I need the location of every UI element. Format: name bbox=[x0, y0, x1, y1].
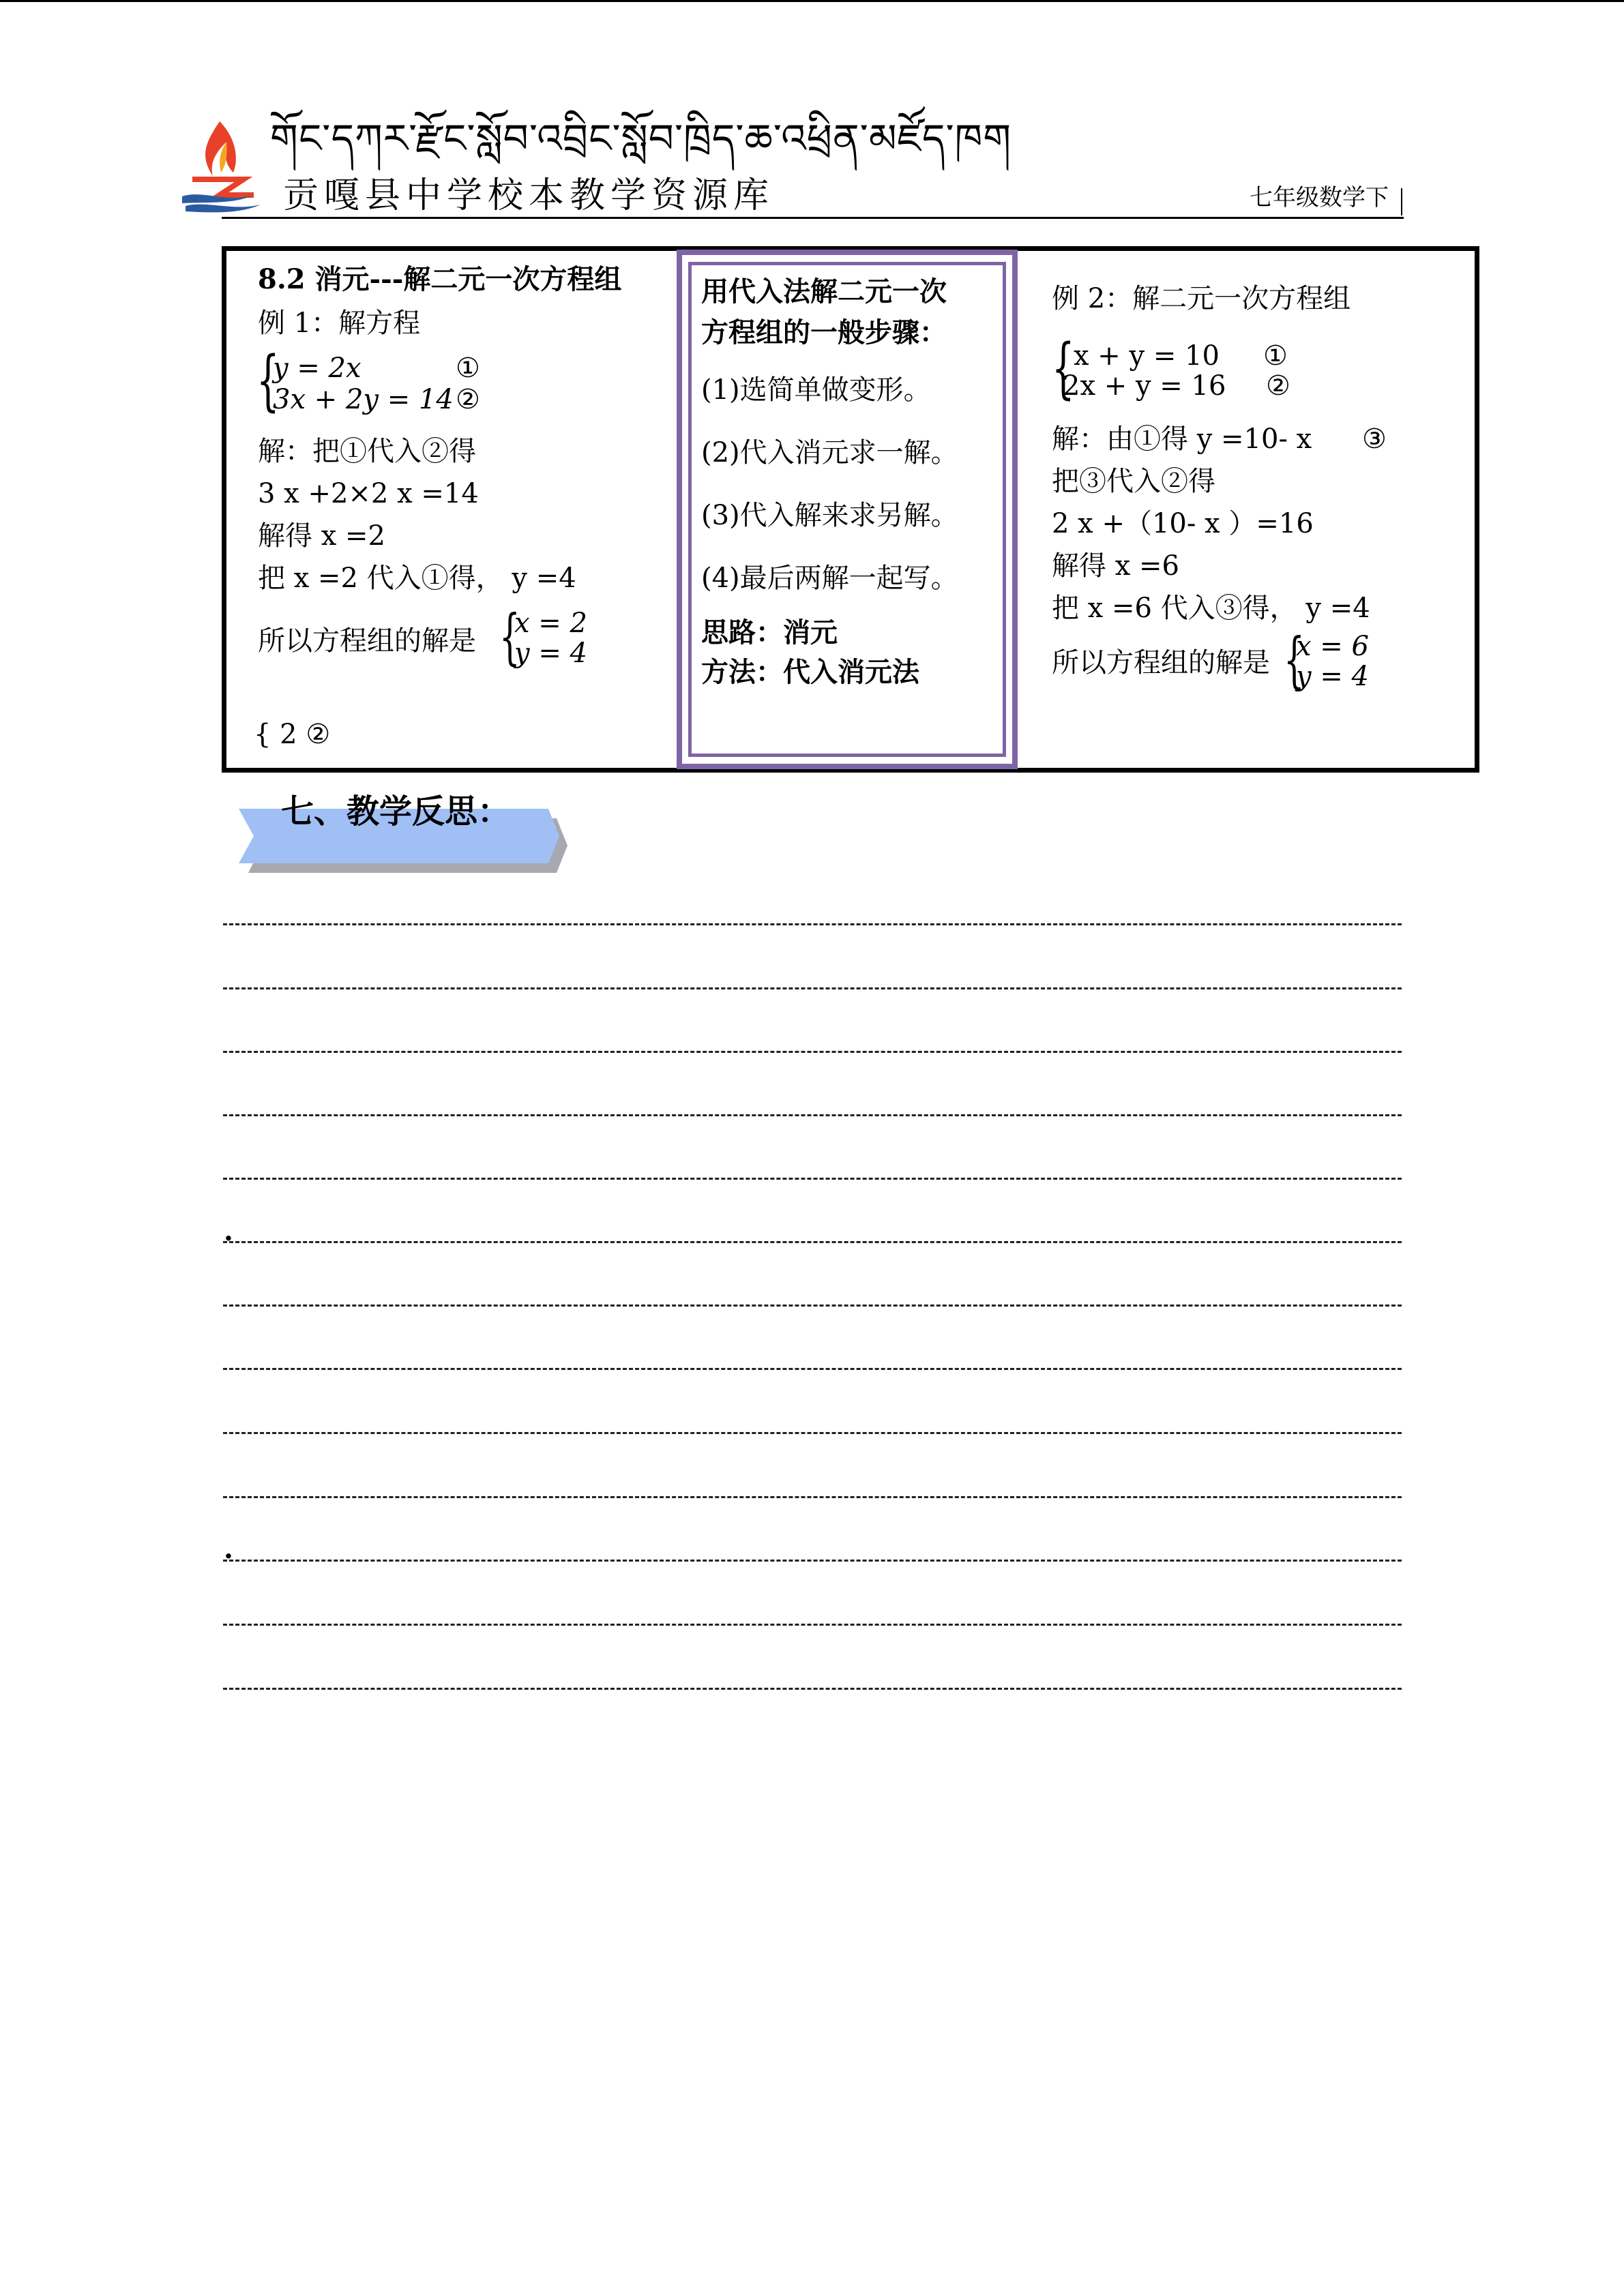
example-2-step1: 解：由①得 y =10- x bbox=[1052, 423, 1312, 455]
answer-brace: { bbox=[499, 601, 520, 672]
example-2-answer-x: x = 6 bbox=[1296, 631, 1369, 662]
reflection-line[interactable] bbox=[223, 1368, 1402, 1370]
example-1-eq2: 3x + 2y = 14 bbox=[273, 384, 454, 415]
lesson-summary-box bbox=[222, 246, 1479, 773]
line-dot: . bbox=[224, 1215, 233, 1247]
header-rule bbox=[222, 217, 1404, 219]
idea-label: 思路：消元 bbox=[701, 616, 838, 648]
example-2-step1-mark: ③ bbox=[1362, 423, 1387, 455]
school-logo-icon bbox=[179, 115, 271, 215]
example-2-eq1: x + y = 10 bbox=[1074, 340, 1220, 372]
reflection-line[interactable] bbox=[223, 923, 1402, 925]
step-4: (4)最后两解一起写。 bbox=[701, 563, 958, 594]
example-1-eq2-mark: ② bbox=[456, 384, 480, 415]
reflection-line[interactable] bbox=[223, 1688, 1402, 1690]
example-2-step2: 把③代入②得 bbox=[1052, 466, 1215, 497]
reflection-line[interactable] bbox=[223, 1178, 1402, 1180]
method-label: 方法：代入消元法 bbox=[701, 656, 919, 688]
example-1-label: 例 1：解方程 bbox=[258, 308, 421, 339]
step-1: (1)选简单做变形。 bbox=[701, 374, 931, 406]
example-1-answer-x: x = 2 bbox=[514, 608, 587, 639]
example-1-eq1-mark: ① bbox=[456, 353, 480, 384]
reflection-line[interactable] bbox=[223, 1560, 1402, 1562]
example-2-answer-y: y = 4 bbox=[1296, 661, 1369, 692]
example-1-answer-prefix: 所以方程组的解是 bbox=[258, 625, 476, 657]
reflection-line[interactable] bbox=[223, 987, 1402, 989]
example-2-eq1-mark: ① bbox=[1263, 340, 1288, 372]
grade-divider bbox=[1401, 188, 1402, 215]
example-2-eq2-mark: ② bbox=[1266, 370, 1290, 402]
reflection-line[interactable] bbox=[223, 1432, 1402, 1434]
section-title: 8.2 消元---解二元一次方程组 bbox=[258, 263, 622, 295]
system-brace-2: { bbox=[1052, 330, 1075, 406]
substitution-steps-column bbox=[677, 251, 1018, 768]
tibetan-title: གོང་དཀར་རྫོང་སློབ་འབྲིང་སློབ་ཁྲིད་ཆ་འཕྲིན་མཛོད་ཁག bbox=[270, 115, 1012, 162]
steps-heading-line1: 用代入法解二元一次 bbox=[701, 275, 947, 308]
clipped-row bbox=[254, 719, 663, 750]
step-2: (2)代入消元求一解。 bbox=[701, 437, 958, 468]
reflection-line[interactable] bbox=[223, 1051, 1402, 1053]
example-1-step4: 把 x =2 代入①得， y =4 bbox=[258, 563, 576, 594]
example-2-step4: 解得 x =6 bbox=[1052, 550, 1179, 582]
example-1-eq1: y = 2x bbox=[273, 353, 361, 384]
example-2-column bbox=[1018, 251, 1475, 768]
example-2-step3: 2 x +（10- x ）=16 bbox=[1052, 508, 1314, 539]
example-2-step5: 把 x =6 代入③得， y =4 bbox=[1052, 593, 1370, 624]
example-1-step2: 3 x +2×2 x =14 bbox=[258, 478, 479, 509]
example-1-column bbox=[226, 251, 677, 768]
system-brace: { bbox=[256, 342, 280, 419]
example-1-step3: 解得 x =2 bbox=[258, 520, 385, 552]
reflection-line[interactable] bbox=[223, 1624, 1402, 1626]
reflection-line[interactable] bbox=[223, 1114, 1402, 1116]
reflection-line[interactable] bbox=[223, 1304, 1402, 1307]
clipped-row-text: { 2 ② bbox=[254, 719, 331, 750]
steps-heading-line2: 方程组的一般步骤： bbox=[701, 316, 947, 348]
example-1-step1: 解：把①代入②得 bbox=[258, 436, 476, 467]
answer-brace-2: { bbox=[1284, 625, 1305, 695]
example-2-eq2: 2x + y = 16 bbox=[1063, 370, 1226, 402]
example-2-answer-prefix: 所以方程组的解是 bbox=[1052, 647, 1270, 679]
page-top-rule bbox=[0, 0, 1624, 2]
step-3: (3)代入解来求另解。 bbox=[701, 500, 958, 531]
example-1-answer-y: y = 4 bbox=[514, 638, 587, 669]
grade-label: 七年级数学下 bbox=[1250, 184, 1389, 211]
reflection-line[interactable] bbox=[223, 1496, 1402, 1498]
line-dot: . bbox=[224, 1533, 233, 1565]
example-2-label: 例 2：解二元一次方程组 bbox=[1052, 283, 1351, 314]
school-title: 贡嘎县中学校本教学资源库 bbox=[283, 175, 775, 216]
reflection-line[interactable] bbox=[223, 1241, 1402, 1243]
section-7-title: 七、教学反思： bbox=[281, 792, 511, 831]
